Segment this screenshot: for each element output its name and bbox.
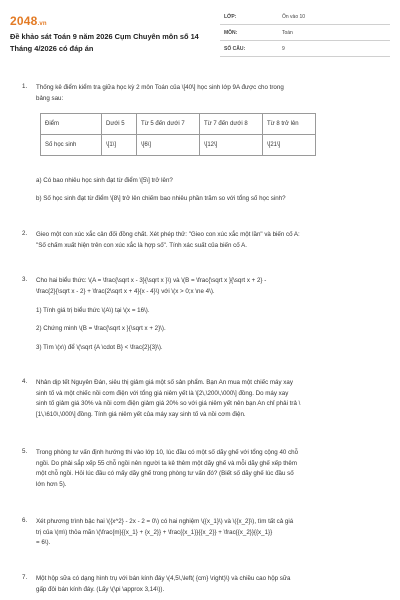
table-cell: Số học sinh bbox=[41, 135, 102, 156]
exam-subtitle: Tháng 4/2026 có đáp án bbox=[10, 44, 94, 53]
question-line: ngồi. Do phải sắp xếp 55 chỗ ngồi nên người ta kê thêm một dãy ghế và mỗi dãy ghế xếp thêm bbox=[36, 459, 298, 467]
question-text bbox=[36, 230, 300, 251]
question-number: 1. bbox=[22, 83, 28, 90]
question-number: 4. bbox=[22, 378, 28, 385]
table-header-row bbox=[41, 114, 316, 135]
question-line: Nhân dịp tết Nguyên Đán, siêu thị giảm giá một số sản phẩm. Bạn An mua một chiếc máy xay bbox=[36, 379, 293, 386]
question-number: 6. bbox=[22, 517, 28, 524]
table-header-cell: Từ 8 trở lên bbox=[263, 114, 316, 135]
question-line: gấp đôi bán kính đáy. (Lấy \(\pi \approx 3,14\)). bbox=[36, 585, 165, 593]
table-cell: \[1\] bbox=[102, 135, 137, 156]
question-text bbox=[36, 574, 290, 595]
question-line: = 6\). bbox=[36, 539, 51, 546]
question-number: 3. bbox=[22, 276, 28, 283]
question-line: Một hộp sữa có dạng hình trụ với bán kính đáy \(4,5\,\left( {cm} \right)\) và chiều cao hộp sữa bbox=[36, 575, 291, 582]
question-part: a) Có bao nhiêu học sinh đạt từ điểm \[5\] trở lên? bbox=[36, 177, 173, 184]
site-logo[interactable] bbox=[10, 14, 47, 28]
question-line: [1\,\610\,\000\] đồng. Tính giá niêm yết của máy xay sinh tố và nồi cơm điện. bbox=[36, 410, 246, 418]
question-line: sinh tố giảm giá 30% và nồi cơm điện giảm giá 20% so với giá niêm yết nên bạn An chỉ phải trả \ bbox=[36, 400, 301, 407]
meta-label: SỐ CÂU: bbox=[224, 46, 246, 52]
question-number: 5. bbox=[22, 448, 28, 455]
question-part: 1) Tính giá trị biểu thức \(A\) tại \(x = 16\). bbox=[36, 307, 150, 314]
question-line: sinh tố và một chiếc nồi cơm điện với tổng giá niêm yết là \[2\,\200\,\000\] đồng. Do máy xay bbox=[36, 389, 289, 397]
exam-title: Đề khảo sát Toán 9 năm 2026 Cụm Chuyên môn số 14 bbox=[10, 32, 199, 41]
question-line: Cho hai biểu thức: \(A = \frac{\sqrt x - 3}{\sqrt x }\) và \(B = \frac{\sqrt x }{\sqrt x + 2} - bbox=[36, 277, 267, 284]
table-header-cell: Điểm bbox=[41, 114, 102, 135]
question-line: Thống kê điểm kiểm tra giữa học kỳ 2 môn Toán của \[40\] học sinh lớp 9A được cho trong bbox=[36, 84, 284, 91]
question-line: \frac{2}{\sqrt x - 2} + \frac{2\sqrt x + 4}{x - 4}\) với \(x > 0;x \ne 4\). bbox=[36, 287, 215, 295]
question-line: "Số chấm xuất hiện trên con xúc xắc là hợp số". Tính xác suất của biến cố A. bbox=[36, 241, 247, 249]
question-line: Gieo một con xúc xắc cân đối đồng chất. Xét phép thử: "Gieo con xúc xắc một lần" và biến cố A: bbox=[36, 231, 300, 238]
meta-row-count bbox=[220, 42, 390, 57]
question-part: 2) Chứng minh \(B = \frac{\sqrt x }{\sqrt x + 2}\). bbox=[36, 325, 166, 332]
meta-value: Ôn vào 10 bbox=[282, 14, 306, 20]
question-part: b) Số học sinh đạt từ điểm \[8\] trở lên chiếm bao nhiêu phần trăm so với tổng số học sinh? bbox=[36, 195, 286, 202]
question-line: Xét phương trình bậc hai \({x^2} - 2x - 2 = 0\) có hai nghiệm \({x_1}\) và \({x_2}\), tìm tất cả giá bbox=[36, 518, 294, 525]
meta-row-subject bbox=[220, 26, 390, 41]
question-number: 2. bbox=[22, 230, 28, 237]
question-text bbox=[36, 448, 298, 490]
question-text bbox=[36, 517, 293, 549]
question-number: 7. bbox=[22, 574, 28, 581]
meta-value: 9 bbox=[282, 46, 285, 52]
question-line: trị của \(m\) thỏa mãn \(\frac{m}{{x_1} + {x_2}} + \frac{{x_1}}{{x_2}} + \frac{{x_2}}{{x_1}} bbox=[36, 528, 273, 536]
meta-label: MÔN: bbox=[224, 30, 238, 36]
meta-row-class bbox=[220, 10, 390, 25]
score-table bbox=[40, 113, 316, 156]
table-row bbox=[41, 135, 316, 156]
table-cell: \[21\] bbox=[263, 135, 316, 156]
question-text bbox=[36, 83, 284, 104]
question-line: bảng sau: bbox=[36, 94, 64, 102]
question-line: một chỗ ngồi. Hỏi lúc đầu có mấy dãy ghế trong phòng tư vấn đó? (Biết số dãy ghế lúc đầu số bbox=[36, 470, 294, 477]
question-line: Trong phòng tư vấn định hướng thi vào lớp 10, lúc đầu có một số dãy ghế với tổng cộng 40 chỗ bbox=[36, 449, 299, 456]
table-header-cell: Dưới 5 bbox=[102, 114, 137, 135]
exam-meta-box bbox=[220, 10, 390, 56]
question-text bbox=[36, 276, 266, 297]
question-line: lớn hơn 5). bbox=[36, 480, 67, 488]
question-part: 3) Tìm \(x\) để \(\sqrt {A \cdot B} < \frac{2}{3}\). bbox=[36, 344, 163, 351]
table-cell: \[12\] bbox=[200, 135, 263, 156]
logo-main: 2048 bbox=[10, 14, 38, 28]
table-header-cell: Từ 7 đến dưới 8 bbox=[200, 114, 263, 135]
question-text bbox=[36, 378, 300, 420]
table-cell: \[6\] bbox=[137, 135, 200, 156]
table-header-cell: Từ 5 đến dưới 7 bbox=[137, 114, 200, 135]
meta-label: LỚP: bbox=[224, 14, 237, 20]
logo-suffix: .vn bbox=[37, 21, 47, 27]
meta-value: Toán bbox=[282, 30, 293, 36]
